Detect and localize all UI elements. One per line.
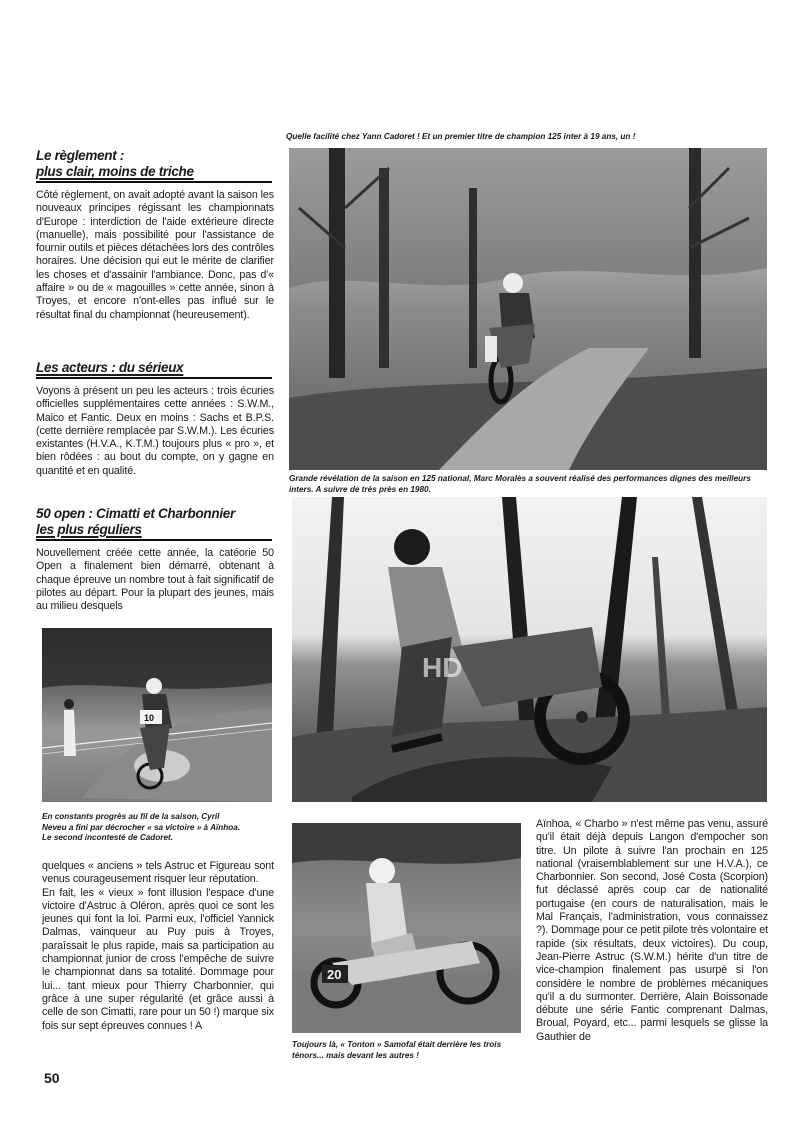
heading-line: plus clair, moins de triche bbox=[36, 164, 194, 179]
section-50-open bbox=[36, 506, 274, 613]
photo-image bbox=[292, 823, 521, 1033]
caption-cyril-neveu: En constants progrès au fil de la saison, Cyril Neveu a fini par décrocher « sa victoire » à Aïnhoa. Le second incontesté de Cadoret. bbox=[42, 812, 241, 842]
heading-line: les plus réguliers bbox=[36, 522, 142, 537]
section-heading bbox=[36, 506, 274, 538]
paragraph: En fait, les « vieux » font illusion l'espace d'une victoire d'Astruc à Oléron, après quoi ce sont les jeunes qui font la loi. Parmi eux, l'officiel Yannick Dalmas, vainqueur au Puy puis à Troyes, paraîssait le plus rapide, mais sa participation au championnat junior de cross l'empêche de suivre le championnat dans sa totalité. Dommage pour lui... tant mieux pour Thierry Charbonnier, qui grâce à une super régularité (et grâce aussi à celle de son Cimatti, rare pour un 50 !) marque six fois sur sept épreuves connues ! A bbox=[42, 886, 274, 1032]
col3-text: Aïnhoa, « Charbo » n'est même pas venu, assuré qu'il était déjà depuis Langon d'empocher son titre. Un pilote à suivre l'an prochain en 125 national (vraisemblablement sur une H.V.A.), ce Charbonnier. Son second, José Costa (Scorpion) fut déclassé après coup car de nationalité portugaise (en cours de naturalisation, mais le Mal Français, l'administration, vous connaissez ?). Dommage pour ce petit pilote très volontaire et rapide (six résultats, deux victoires). Du coup, Jean-Pierre Astruc (S.W.M.) hérite d'un titre de vice-champion finalement pas usurpé si l'on considère le nombre de problèmes mécaniques qu'il a du surmonter. Derrière, Alain Boissonade débute une série Fantic comprenant Dalmas, Broual, Poyard, etc... parmi lesquels se glisse la Gauthier de bbox=[536, 818, 768, 1043]
photo-samofal bbox=[292, 823, 521, 1033]
section-reglement bbox=[36, 148, 274, 322]
photo-rider-woods bbox=[292, 497, 767, 802]
heading-line: Les acteurs : du sérieux bbox=[36, 360, 184, 375]
photo-image bbox=[289, 148, 767, 470]
section-text: Nouvellement créée cette année, la catéorie 50 Open a finalement bien démarré, obtenant à chaque épreuve un nombre tout à fait significatif de pilotes au départ. Pour la plupart des jeunes, mais au milieu desquels bbox=[36, 547, 274, 613]
col1-continued bbox=[42, 860, 274, 1033]
photo-image bbox=[42, 628, 272, 802]
section-heading bbox=[36, 148, 274, 180]
photo-forest-moto bbox=[289, 148, 767, 470]
paragraph: quelques « anciens » tels Astruc et Figureau sont venus courageusement risquer leur réputation. bbox=[42, 860, 274, 886]
section-heading bbox=[36, 360, 274, 376]
page-number: 50 bbox=[44, 1070, 60, 1086]
caption-cadoret: Quelle facilité chez Yann Cadoret ! Et un premier titre de champion 125 inter à 19 ans, un ! bbox=[286, 132, 636, 141]
heading-rule bbox=[36, 377, 272, 379]
race-number-plate: 20 bbox=[327, 967, 342, 982]
heading-line: 50 open : Cimatti et Charbonnier bbox=[36, 506, 235, 521]
bike-number-plate: 10 bbox=[144, 713, 155, 723]
section-acteurs bbox=[36, 360, 274, 478]
caption-marc-morales: Grande révélation de la saison en 125 national, Marc Moralès a souvent réalisé des performances dignes des meilleurs inters. A suivre de très près en 1980. bbox=[289, 474, 751, 494]
watermark-label: HD bbox=[422, 652, 463, 683]
photo-image bbox=[292, 497, 767, 802]
heading-rule bbox=[36, 181, 272, 183]
section-text: Côté règlement, on avait adopté avant la saison les nouveaux principes régissant les championnats d'Europe : interdiction de l'aide extérieure directe (manuelle), mais possibilité pour l'assistance de fournir outils et pièces détachées lors des contrôles horaires. Une décision qui eut le mérite de clarifier les choses et d'assainir l'ambiance. Donc, pas d'« affaire » ou de « magouilles » cette année, sinon à Troyes, et encore n'ont-elles pas influé sur le résultat final du championnat (heureusement). bbox=[36, 189, 274, 321]
section-text: Voyons à présent un peu les acteurs : trois écuries officielles supplémentaires cette années : S.W.M., Maico et Fantic. Deux en moins : Sachs et B.P.S. (cette dernière remplacée par S.W.M.). Les écuries existantes (H.V.A., K.T.M.) toujours plus « pro », et bien rôdées : au bout du compte, on y gagne en quantité et en qualité. bbox=[36, 385, 274, 477]
photo-cyril-neveu bbox=[42, 628, 272, 802]
caption-samofal: Toujours là, « Tonton » Samofal était derrière les trois ténors... mais devant les autres ! bbox=[292, 1040, 502, 1060]
heading-line: Le règlement : bbox=[36, 148, 125, 163]
heading-rule bbox=[36, 539, 272, 541]
